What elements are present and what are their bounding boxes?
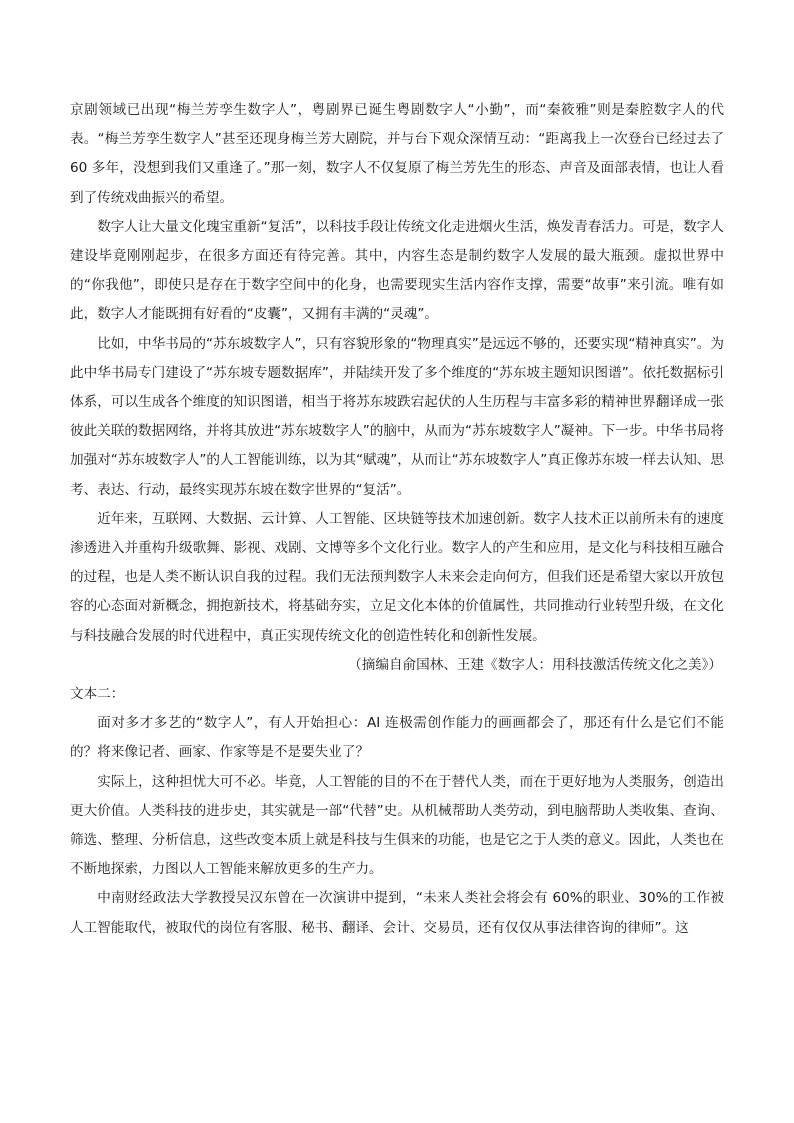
paragraph-2: 数字人让大量文化瑰宝重新“复活”，以科技手段让传统文化走进烟火生活，焕发青春活力。可是，数字人建设毕竟刚刚起步，在很多方面还有待完善。其中，内容生态是制约数字人发展的最大瓶颈。虚拟世界中的“你我他”，即使只是存在于数字空间中的化身，也需要现实生活内容作支撑，需要“故事”来引流。唯有如此，数字人才能既拥有好看的“皮囊”，又拥有丰满的“灵魂”。 [70,218,724,323]
document-page [70,96,724,943]
paragraph-5: 面对多才多艺的“数字人”，有人开始担心：AI 连极需创作能力的画画都会了，那还有什么是它们不能的？将来像记者、画家、作家等是不是要失业了？ [70,715,724,761]
paragraph-1: 京剧领域已出现“梅兰芳孪生数字人”，粤剧界已诞生粤剧数字人“小勤”，而“秦筱雅”则是秦腔数字人的代表。“梅兰芳孪生数字人”甚至还现身梅兰芳大剧院，并与台下观众深情互动：“距离我上一次登台已经过去了 60 多年，没想到我们又重逢了。”那一刻，数字人不仅复原了梅兰芳先生的形态、声音及面部表情，也让人看到了传统戏曲振兴的希望。 [70,102,724,206]
section-label-text2: 文本二： [70,686,125,703]
paragraph-4: 近年来，互联网、大数据、云计算、人工智能、区块链等技术加速创新。数字人技术正以前所未有的速度渗透进入并重构升级歌舞、影视、戏剧、文博等多个文化行业。数字人的产生和应用，是文化与科技相互融合的过程，也是人类不断认识自我的过程。我们无法预判数字人未来会走向何方，但我们还是希望大家以开放包容的心态面对新概念，拥抱新技术，将基础夯实，立足文化本体的价值属性，共同推动行业转型升级，在文化与科技融合发展的时代进程中，真正实现传统文化的创造性转化和创新性发展。 [70,510,724,644]
paragraph-7: 中南财经政法大学教授吴汉东曾在一次演讲中提到，“未来人类社会将会有 60%的职业、30%的工作被人工智能取代，被取代的岗位有客服、秘书、翻译、会计、交易员，还有仅仅从事法律咨询的律师”。这 [70,890,724,936]
source-citation: （摘编自俞国林、王建《数字人：用科技激活传统文化之美》） [348,656,722,673]
paragraph-3: 比如，中华书局的“苏东坡数字人”，只有容貌形象的“物理真实”是远远不够的，还要实现“精神真实”。为此中华书局专门建设了“苏东坡专题数据库”，并陆续开发了多个维度的“苏东坡主题知识图谱”。依托数据标引体系，可以生成各个维度的知识图谱，相当于将苏东坡跌宕起伏的人生历程与丰富多彩的精神世界翻译成一张彼此关联的数据网络，并将其放进“苏东坡数字人”的脑中，从而为“苏东坡数字人”凝神。下一步。中华书局将加强对“苏东坡数字人”的人工智能训练，以为其“赋魂”，从而让“苏东坡数字人”真正像苏东坡一样去认知、思考、表达、行动，最终实现苏东坡在数字世界的“复活”。 [70,335,724,498]
paragraph-6: 实际上，这种担忧大可不必。毕竟，人工智能的目的不在于替代人类，而在于更好地为人类服务，创造出更大价值。人类科技的进步史，其实就是一部“代替”史。从机械帮助人类劳动，到电脑帮助人类收集、查询、筛选、整理、分析信息，这些改变本质上就是科技与生俱来的功能，也是它之于人类的意义。因此，人类也在不断地探索，力图以人工智能来解放更多的生产力。 [70,773,724,878]
